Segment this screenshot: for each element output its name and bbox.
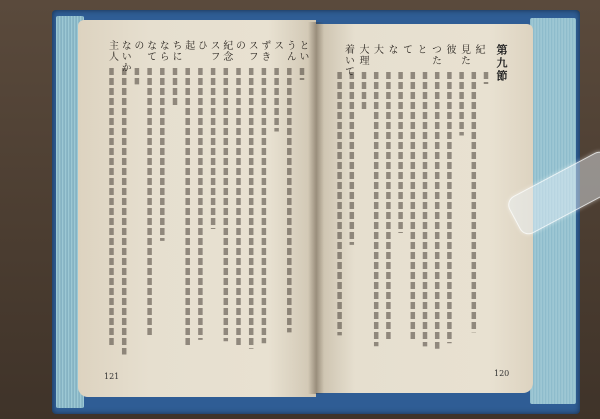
- left-column-fragment: うん: [284, 40, 296, 62]
- right-column-fragment: 見た: [458, 44, 470, 66]
- right-page-number: 120: [494, 369, 510, 378]
- left-column-fragment: ちに: [170, 40, 181, 62]
- right-column-fragment: 紀: [473, 44, 484, 55]
- right-column-fragment: 大: [371, 44, 383, 55]
- left-column-fragment: ないか: [119, 40, 131, 73]
- left-column-fragment: なら: [157, 40, 169, 62]
- right-column-fragment: 大理: [357, 44, 368, 66]
- left-column-fragment: の: [131, 40, 143, 51]
- right-column-fragment: 着いて: [342, 44, 354, 77]
- right-column-fragment: 彼: [444, 44, 455, 55]
- left-column-fragment: スフ: [246, 40, 258, 62]
- left-column-fragment: とい: [297, 40, 308, 62]
- right-column-fragment: と: [415, 44, 426, 55]
- left-column-fragment: ひ: [195, 40, 207, 51]
- left-column-fragment: なて: [144, 40, 156, 62]
- right-column-fragment: て: [400, 44, 412, 55]
- chapter-heading: 第九節: [495, 44, 508, 83]
- left-column-fragment: 主人: [106, 40, 118, 62]
- left-column-fragment: 紀念: [220, 40, 232, 62]
- left-column-fragment: ス: [271, 40, 283, 51]
- left-column-fragment: 起: [182, 40, 194, 51]
- left-column-fragment: スフ: [208, 40, 220, 62]
- right-column-fragment: な: [386, 44, 397, 55]
- left-column-fragment: の: [233, 40, 245, 51]
- left-column-fragment: ずき: [258, 40, 270, 62]
- left-page-number: 121: [104, 372, 120, 381]
- right-column-fragment: つた: [429, 44, 441, 66]
